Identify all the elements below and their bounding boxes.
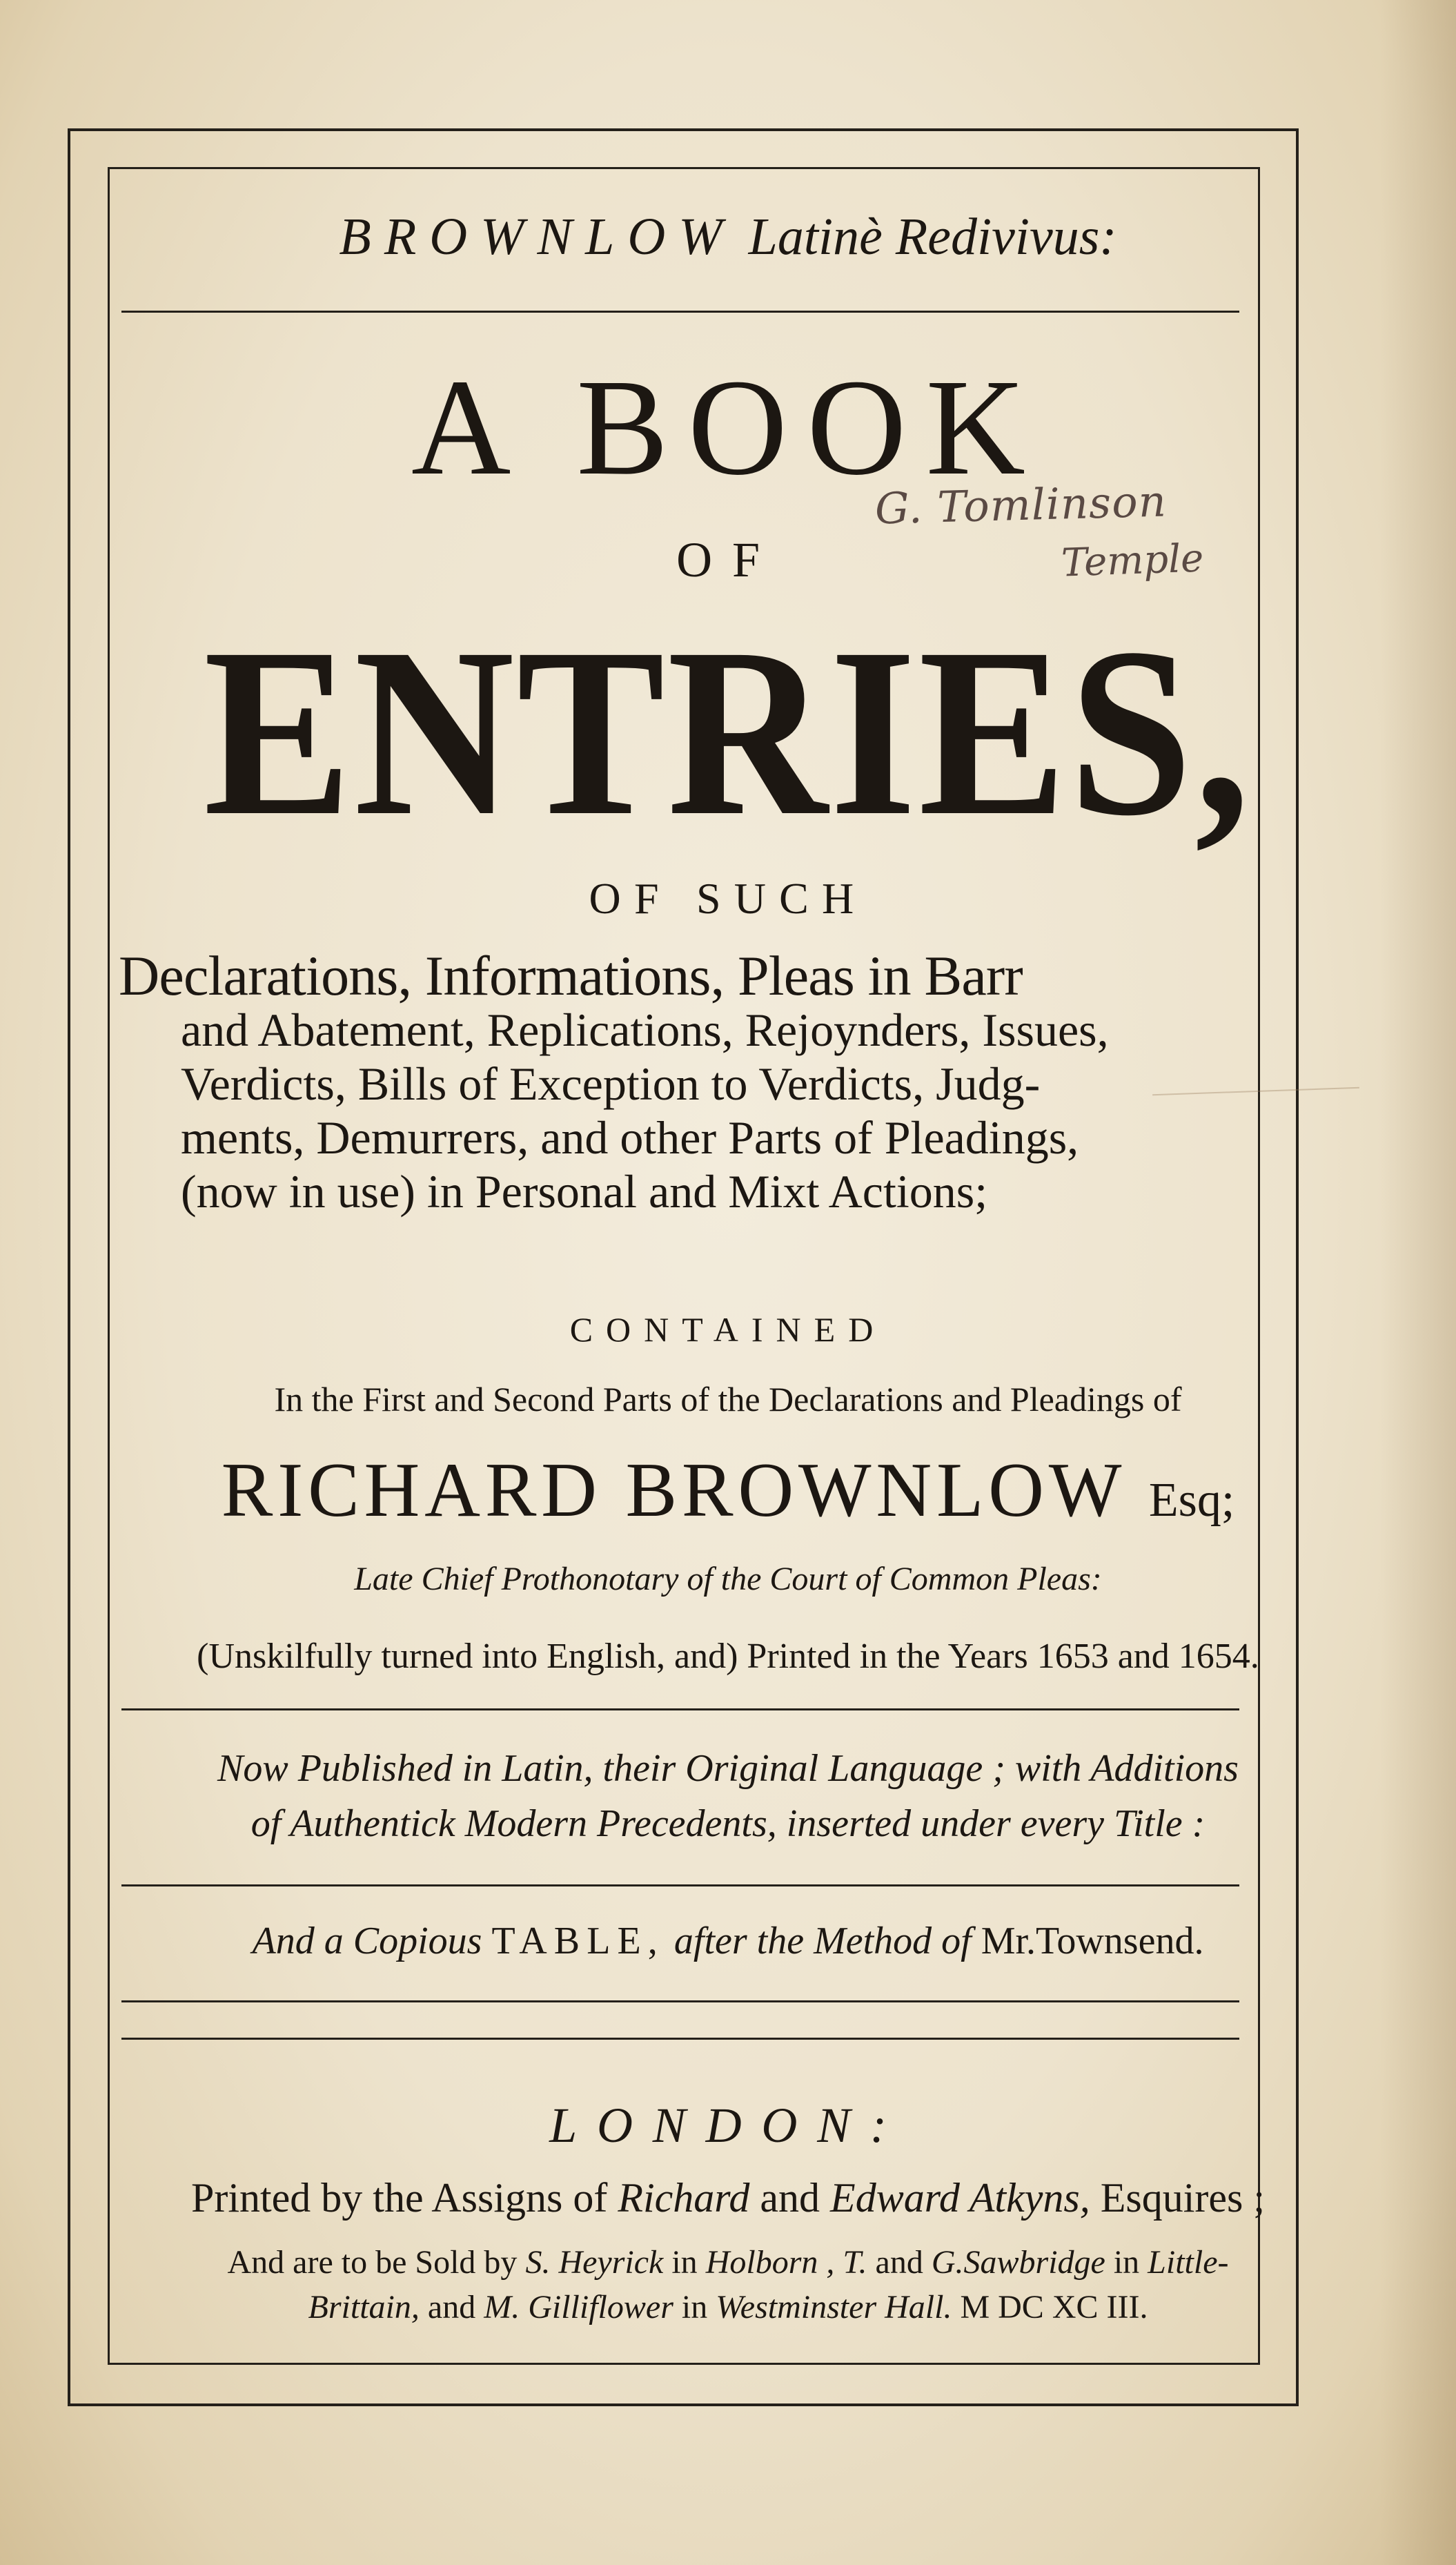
description-line-5: (now in use) in Personal and Mixt Actions; xyxy=(181,1165,988,1218)
table-note-name: Mr.Townsend. xyxy=(981,1920,1204,1962)
author-name: RICHARD BROWNLOW xyxy=(221,1447,1125,1533)
sold-in-3: in xyxy=(681,2289,708,2325)
rule-above-table-note xyxy=(121,1884,1239,1886)
seller-3: G.Sawbridge xyxy=(931,2244,1105,2281)
table-note-middle: after the Method of xyxy=(673,1920,972,1962)
printed-years: (Unskilfully turned into English, and) Printed in the Years 1653 and 1654. xyxy=(197,1637,1259,1676)
title-of: OF xyxy=(676,532,780,587)
seller-4: M. Gilliflower xyxy=(484,2289,673,2325)
place-2b: Brittain, xyxy=(308,2289,420,2325)
header-name: BROWNLOW xyxy=(339,208,736,266)
printed-by-and: and xyxy=(760,2175,820,2221)
rule-below-table-note-2 xyxy=(121,2038,1239,2040)
printed-by-prefix: Printed by the Assigns of xyxy=(190,2175,608,2221)
table-note-table: TABLE, xyxy=(491,1920,665,1962)
rule-below-table-note-1 xyxy=(121,2000,1239,2002)
description-paragraph xyxy=(119,944,1250,1218)
seller-1: S. Heyrick xyxy=(525,2244,664,2281)
place-1: Holborn , xyxy=(705,2244,835,2281)
signature-name: G. Tomlinson xyxy=(874,476,1168,534)
table-note xyxy=(0,1919,1456,1963)
sold-in-2: in xyxy=(1113,2244,1140,2281)
title-entries: ENTRIES, xyxy=(203,598,1253,866)
description-line-1: Declarations, Informations, Pleas in Barr xyxy=(119,944,1023,1007)
author-title: Late Chief Prothonotary of the Court of Common Pleas: xyxy=(354,1561,1102,1597)
table-note-prefix: And a Copious xyxy=(252,1920,482,1962)
title-of-such: OF SUCH xyxy=(589,874,867,923)
publication-line-1: Now Published in Latin, their Original Language ; with Additions xyxy=(217,1747,1239,1790)
rule-under-header xyxy=(121,311,1239,313)
sold-prefix: And are to be Sold by xyxy=(227,2244,518,2281)
author-suffix: Esq; xyxy=(1148,1474,1235,1527)
title-a-book: A BOOK xyxy=(411,351,1045,504)
publication-line-2: of Authentick Modern Precedents, inserted under every Title : xyxy=(250,1802,1206,1845)
author-line xyxy=(0,1446,1456,1535)
description-line-2: and Abatement, Replications, Rejoynders, Issues, xyxy=(181,1004,1109,1056)
sold-in-1: in xyxy=(671,2244,698,2281)
sold-and-2: and xyxy=(875,2244,923,2281)
description-line-3: Verdicts, Bills of Exception to Verdicts, Judg- xyxy=(181,1057,1041,1110)
header-subtitle: Latinè Redivivus: xyxy=(748,208,1117,266)
header-line xyxy=(0,207,1456,267)
printer-2: Edward Atkyns, xyxy=(830,2175,1090,2221)
rule-above-publication xyxy=(121,1708,1239,1710)
imprint-sold-line-2 xyxy=(0,2288,1456,2326)
description-line-4: ments, Demurrers, and other Parts of Pleadings, xyxy=(181,1111,1079,1164)
parts-line: In the First and Second Parts of the Declarations and Pleadings of xyxy=(274,1380,1182,1418)
printer-1: Richard xyxy=(618,2175,750,2221)
imprint-sold-line-1 xyxy=(0,2243,1456,2281)
place-3: Westminster Hall. xyxy=(716,2289,952,2325)
printed-by-suffix: Esquires ; xyxy=(1100,2175,1265,2221)
sold-and-3: and xyxy=(427,2289,476,2325)
handwritten-signature xyxy=(874,476,1399,618)
seller-2: T. xyxy=(843,2244,867,2281)
imprint-printed-by xyxy=(0,2174,1456,2222)
contained-heading: CONTAINED xyxy=(569,1310,887,1349)
imprint-city: LONDON: xyxy=(549,2098,907,2153)
place-2: Little- xyxy=(1148,2244,1229,2281)
signature-place: Temple xyxy=(1060,536,1205,586)
imprint-year: M DC XC III. xyxy=(960,2289,1148,2325)
